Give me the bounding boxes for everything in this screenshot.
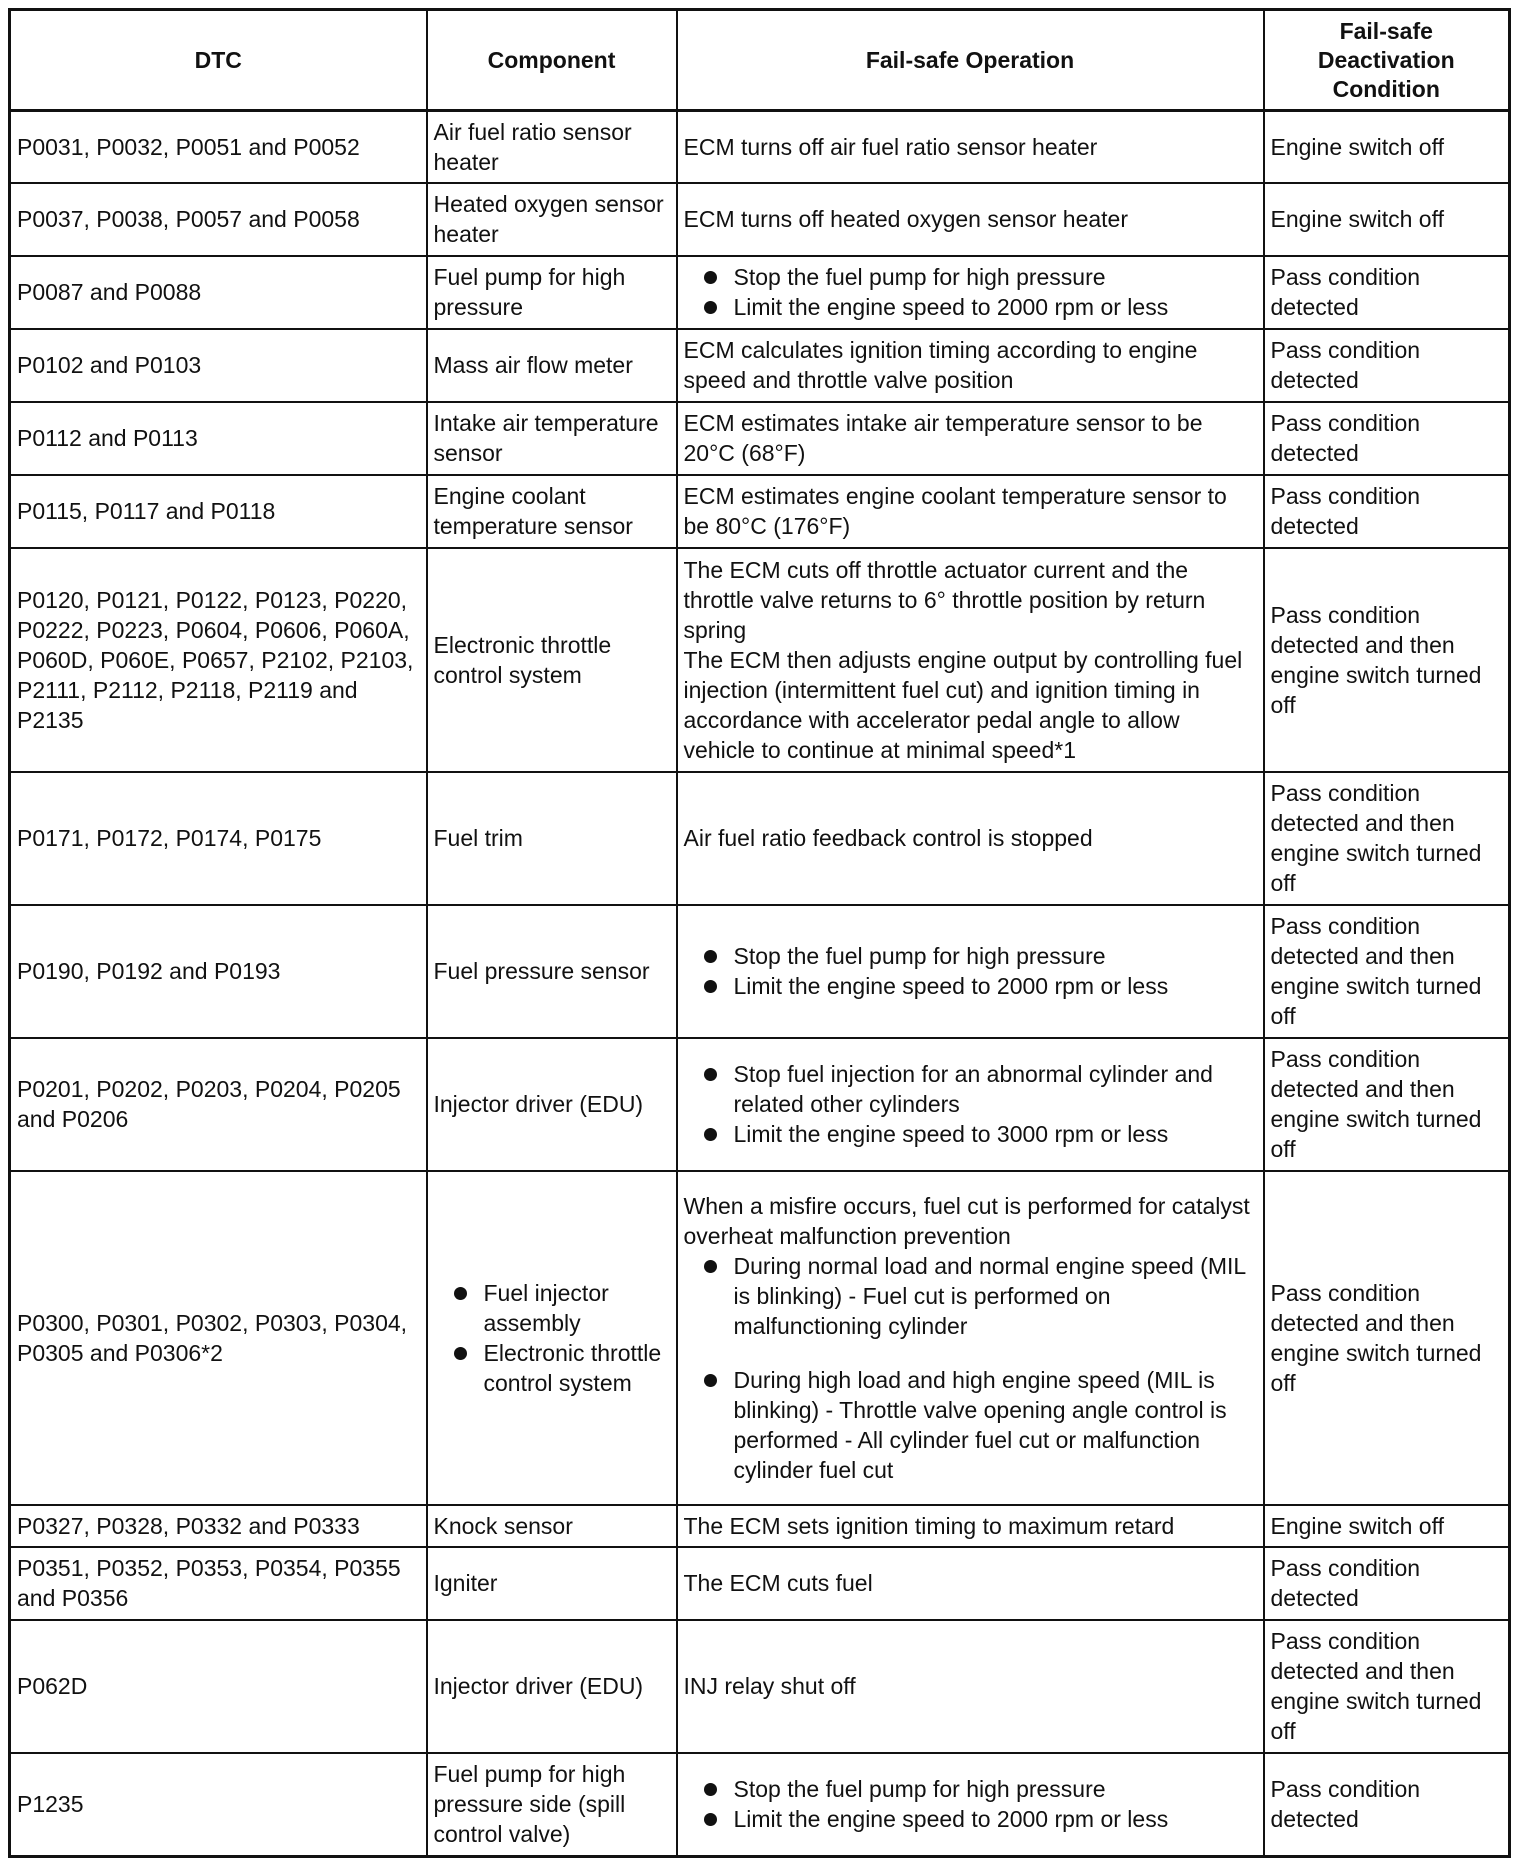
table-row [10, 1753, 1510, 1857]
operation-bullet: During normal load and normal engine speed (MIL is blinking) - Fuel cut is performed on malfunctioning cylinder [684, 1251, 1257, 1341]
table-row [10, 329, 1510, 402]
header-component: Component [427, 10, 677, 111]
operation-cell: The ECM cuts fuel [677, 1547, 1264, 1620]
condition-cell: Engine switch off [1264, 183, 1510, 256]
condition-cell: Pass condition detected and then engine switch turned off [1264, 548, 1510, 772]
table-row [10, 1505, 1510, 1547]
operation-bullet: Stop the fuel pump for high pressure [684, 941, 1257, 971]
header-dtc: DTC [10, 10, 427, 111]
operation-bullet: Limit the engine speed to 2000 rpm or less [684, 1804, 1257, 1834]
header-condition-line-1: Fail-safe [1339, 17, 1433, 44]
operation-bullet: Stop the fuel pump for high pressure [684, 262, 1257, 292]
operation-cell [677, 905, 1264, 1038]
dtc-cell: P0201, P0202, P0203, P0204, P0205 and P0206 [10, 1038, 427, 1171]
operation-cell: ECM turns off heated oxygen sensor heater [677, 183, 1264, 256]
component-cell [427, 1171, 677, 1505]
dtc-cell: P0327, P0328, P0332 and P0333 [10, 1505, 427, 1547]
dtc-cell: P062D [10, 1620, 427, 1753]
operation-cell: INJ relay shut off [677, 1620, 1264, 1753]
component-bullet: Fuel injector assembly [434, 1278, 670, 1338]
table-row [10, 256, 1510, 329]
component-cell: Electronic throttle control system [427, 548, 677, 772]
dtc-cell: P0300, P0301, P0302, P0303, P0304, P0305 and P0306*2 [10, 1171, 427, 1505]
component-cell: Intake air temperature sensor [427, 402, 677, 475]
operation-bullet-list [684, 1059, 1257, 1149]
operation-bullet-list [684, 1251, 1257, 1485]
operation-paragraph: The ECM cuts off throttle actuator current and the throttle valve returns to 6° throttle position by return spring [683, 556, 1206, 643]
condition-cell: Pass condition detected [1264, 475, 1510, 548]
operation-cell: The ECM sets ignition timing to maximum retard [677, 1505, 1264, 1547]
condition-cell: Engine switch off [1264, 1505, 1510, 1547]
component-cell: Air fuel ratio sensor heater [427, 111, 677, 183]
dtc-cell: P0112 and P0113 [10, 402, 427, 475]
dtc-cell: P0351, P0352, P0353, P0354, P0355 and P0356 [10, 1547, 427, 1620]
header-condition [1264, 10, 1510, 111]
document-page [8, 8, 1508, 1846]
operation-bullet: Stop the fuel pump for high pressure [684, 1774, 1257, 1804]
operation-cell [677, 1171, 1264, 1505]
operation-bullet-list [684, 941, 1257, 1001]
operation-intro: When a misfire occurs, fuel cut is performed for catalyst overheat malfunction prevention [683, 1192, 1250, 1249]
component-cell: Fuel pump for high pressure [427, 256, 677, 329]
operation-cell [677, 1038, 1264, 1171]
operation-cell [677, 256, 1264, 329]
operation-bullet-list [684, 1774, 1257, 1834]
component-cell: Injector driver (EDU) [427, 1038, 677, 1171]
dtc-cell: P0037, P0038, P0057 and P0058 [10, 183, 427, 256]
dtc-cell: P0171, P0172, P0174, P0175 [10, 772, 427, 905]
operation-cell: ECM turns off air fuel ratio sensor heater [677, 111, 1264, 183]
fail-safe-table [8, 8, 1511, 1858]
header-row [10, 10, 1510, 111]
condition-cell: Pass condition detected and then engine switch turned off [1264, 772, 1510, 905]
condition-cell: Pass condition detected and then engine switch turned off [1264, 1620, 1510, 1753]
operation-bullet: Limit the engine speed to 3000 rpm or less [684, 1119, 1257, 1149]
operation-cell: Air fuel ratio feedback control is stopped [677, 772, 1264, 905]
header-condition-line-3: Condition [1332, 75, 1440, 102]
header-operation: Fail-safe Operation [677, 10, 1264, 111]
operation-bullet: During high load and high engine speed (MIL is blinking) - Throttle valve opening angle control is performed - All cylinder fuel cut or malfunction cylinder fuel cut [684, 1365, 1257, 1485]
component-cell: Igniter [427, 1547, 677, 1620]
header-condition-line-2: Deactivation [1317, 46, 1455, 73]
table-row [10, 772, 1510, 905]
operation-bullet-list [684, 262, 1257, 322]
condition-cell: Pass condition detected [1264, 256, 1510, 329]
condition-cell: Pass condition detected [1264, 329, 1510, 402]
component-bullet: Electronic throttle control system [434, 1338, 670, 1398]
table-row [10, 905, 1510, 1038]
condition-cell: Pass condition detected and then engine switch turned off [1264, 905, 1510, 1038]
component-cell: Engine coolant temperature sensor [427, 475, 677, 548]
component-cell: Injector driver (EDU) [427, 1620, 677, 1753]
dtc-cell: P0031, P0032, P0051 and P0052 [10, 111, 427, 183]
dtc-cell: P0087 and P0088 [10, 256, 427, 329]
operation-cell [677, 548, 1264, 772]
dtc-cell: P0102 and P0103 [10, 329, 427, 402]
table-row [10, 1620, 1510, 1753]
table-row [10, 1038, 1510, 1171]
table-row [10, 475, 1510, 548]
operation-bullet: Limit the engine speed to 2000 rpm or less [684, 292, 1257, 322]
operation-paragraph: The ECM then adjusts engine output by controlling fuel injection (intermittent fuel cut) and ignition timing in accordance with accelerator pedal angle to allow vehicle to continue at minimal speed*1 [683, 646, 1243, 763]
component-cell: Fuel pressure sensor [427, 905, 677, 1038]
operation-bullet: Stop fuel injection for an abnormal cylinder and related other cylinders [684, 1059, 1257, 1119]
component-cell: Knock sensor [427, 1505, 677, 1547]
condition-cell: Pass condition detected [1264, 1547, 1510, 1620]
dtc-cell: P0120, P0121, P0122, P0123, P0220, P0222, P0223, P0604, P0606, P060A, P060D, P060E, P0657, P2102, P2103, P2111, P2112, P2118, P2119 and P2135 [10, 548, 427, 772]
condition-cell: Pass condition detected [1264, 1753, 1510, 1857]
table-row [10, 548, 1510, 772]
component-cell: Fuel trim [427, 772, 677, 905]
condition-cell: Engine switch off [1264, 111, 1510, 183]
operation-cell: ECM calculates ignition timing according to engine speed and throttle valve position [677, 329, 1264, 402]
operation-cell [677, 1753, 1264, 1857]
operation-cell: ECM estimates intake air temperature sensor to be 20°C (68°F) [677, 402, 1264, 475]
component-bullet-list [434, 1278, 670, 1398]
operation-cell: ECM estimates engine coolant temperature sensor to be 80°C (176°F) [677, 475, 1264, 548]
dtc-cell: P0190, P0192 and P0193 [10, 905, 427, 1038]
condition-cell: Pass condition detected and then engine switch turned off [1264, 1171, 1510, 1505]
component-cell: Heated oxygen sensor heater [427, 183, 677, 256]
table-row [10, 183, 1510, 256]
table-row [10, 1171, 1510, 1505]
component-cell: Fuel pump for high pressure side (spill control valve) [427, 1753, 677, 1857]
operation-bullet: Limit the engine speed to 2000 rpm or less [684, 971, 1257, 1001]
dtc-cell: P0115, P0117 and P0118 [10, 475, 427, 548]
component-cell: Mass air flow meter [427, 329, 677, 402]
dtc-cell: P1235 [10, 1753, 427, 1857]
table-row [10, 1547, 1510, 1620]
table-row [10, 111, 1510, 183]
table-row [10, 402, 1510, 475]
condition-cell: Pass condition detected and then engine switch turned off [1264, 1038, 1510, 1171]
condition-cell: Pass condition detected [1264, 402, 1510, 475]
